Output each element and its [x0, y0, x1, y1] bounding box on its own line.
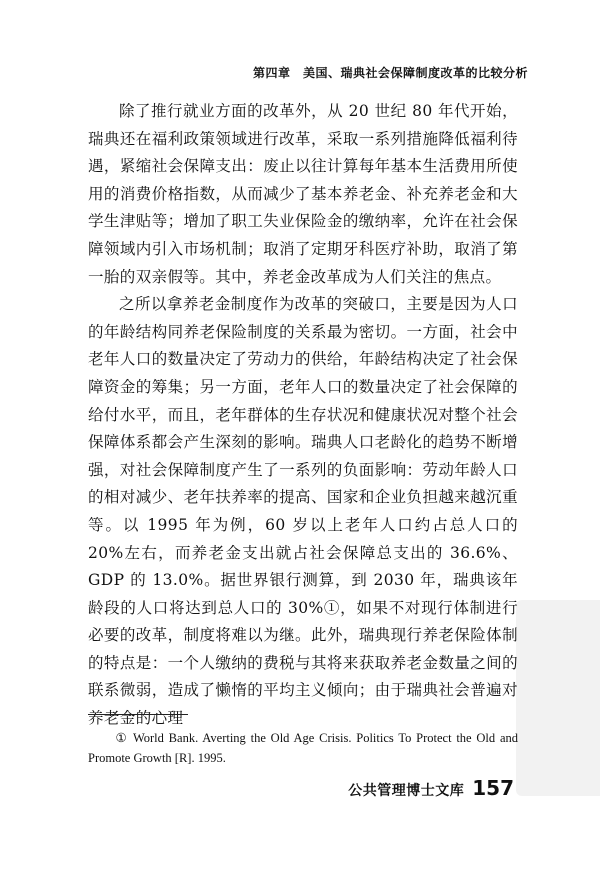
body-text	[88, 98, 518, 733]
page-number: 157	[472, 776, 514, 800]
watermark-stamp	[516, 600, 600, 796]
footnote-text: ① World Bank. Averting the Old Age Crisis. Politics To Protect the Old and Promote Growth [R]. 1995.	[88, 731, 518, 765]
running-head: 第四章 美国、瑞典社会保障制度改革的比较分析	[252, 66, 528, 80]
footnote	[88, 728, 518, 768]
paragraph-2: 之所以拿养老金制度作为改革的突破口，主要是因为人口的年龄结构同养老保险制度的关系最为密切。一方面，社会中老年人口的数量决定了劳动力的供给，年龄结构决定了社会保障资金的筹集；另一方面，老年人口的数量决定了社会保障的给付水平，而且，老年群体的生存状况和健康状况对整个社会保障体系都会产生深刻的影响。瑞典人口老龄化的趋势不断增强，对社会保障制度产生了一系列的负面影响：劳动年龄人口的相对减少、老年扶养率的提高、国家和企业负担越来越沉重等。以 1995 年为例，60 岁以上老年人口约占总人口的 20%左右，而养老金支出就占社会保障总支出的 36.6%、GDP 的 13.0%。据世界银行测算，到 2030 年，瑞典该年龄段的人口将达到总人口的 30%①，如果不对现行体制进行必要的改革，制度将难以为继。此外，瑞典现行养老保险体制的特点是：一个人缴纳的费税与其将来获取养老金数量之间的联系微弱，造成了懒惰的平均主义倾向；由于瑞典社会普遍对养老金的心理	[88, 295, 518, 728]
footnote-divider	[88, 714, 188, 715]
paragraph-1: 除了推行就业方面的改革外，从 20 世纪 80 年代开始，瑞典还在福利政策领域进行改革，采取一系列措施降低福利待遇，紧缩社会保障支出：废止以往计算每年基本生活费用所使用的消费价格指数，从而减少了基本养老金、补充养老金和大学生津贴等；增加了职工失业保险金的缴纳率，允许在社会保障领域内引入市场机制；取消了定期牙科医疗补助，取消了第一胎的双亲假等。其中，养老金改革成为人们关注的焦点。	[88, 102, 518, 286]
series-title: 公共管理博士文库	[348, 783, 465, 799]
page-footer	[348, 776, 514, 800]
